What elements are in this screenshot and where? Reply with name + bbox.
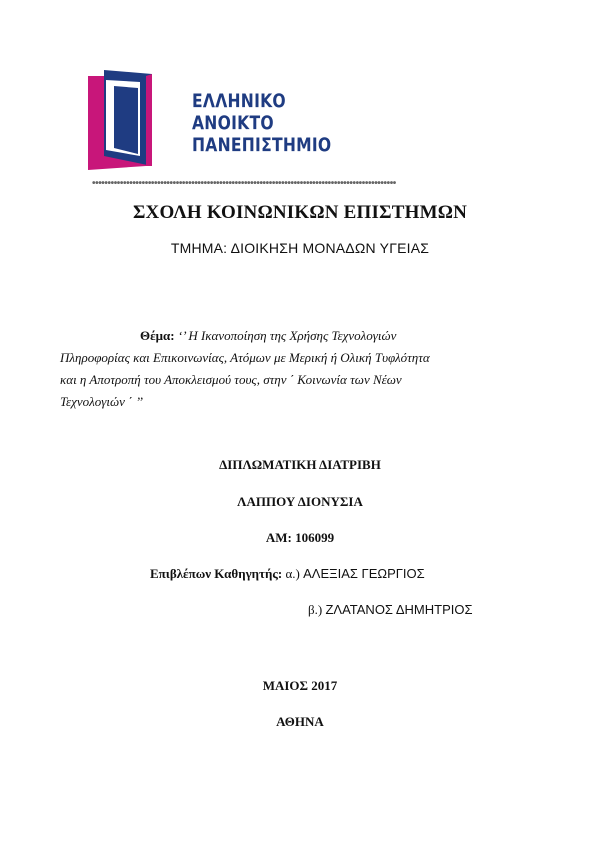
subject-line-4: Τεχνολογιών ΄ ’’ (60, 394, 143, 409)
date: ΜΑΙΟΣ 2017 (262, 678, 338, 693)
logo-text-line-2: ΑΝΟΙΚΤΟ (192, 112, 274, 134)
logo-text-line-1: ΕΛΛΗΝΙΚΟ (192, 90, 286, 112)
subject-text-1: ‘’ Η Ικανοποίηση της Χρήσης Τεχνολογιών (174, 328, 397, 343)
logo-emblem-icon (88, 70, 188, 170)
subject-line-3: και η Αποτροπή του Αποκλεισμού τους, στην ΄ Κοινωνία των Νέων (60, 372, 402, 387)
student-id: AM: 106099 (265, 530, 335, 545)
subject-label: Θέμα: (140, 328, 175, 343)
university-logo (88, 70, 348, 170)
subject-line-1 (140, 328, 580, 344)
author-name: ΛΑΠΠΟΥ ΔΙΟΝΥΣΙΑ (237, 494, 363, 509)
dotted-separator: •••••••••••••••••••••••••••••••••••••••••••••••••••••••••••••••••••••••••••••••••••••••••••••••••• (92, 178, 396, 189)
logo-text-line-3: ΠΑΝΕΠΙΣΤΗΜΙΟ (192, 134, 332, 156)
supervisor-2-prefix: β.) (308, 602, 323, 617)
subject-line-2: Πληροφορίας και Επικοινωνίας, Ατόμων με Μερική ή Ολική Τυφλότητα (60, 350, 430, 365)
school-title: ΣΧΟΛΗ ΚΟΙΝΩΝΙΚΩΝ ΕΠΙΣΤΗΜΩΝ (132, 202, 468, 223)
thesis-type: ΔΙΠΛΩΜΑΤΙΚΗ ΔΙΑΤΡΙΒΗ (219, 457, 381, 472)
department-title: ΤΜΗΜΑ: ΔΙΟΙΚΗΣΗ ΜΟΝΑΔΩΝ ΥΓΕΙΑΣ (170, 240, 430, 256)
supervisor-2-row (308, 602, 473, 618)
supervisor-2-name: ΖΛΑΤΑΝΟΣ ΔΗΜΗΤΡΙΟΣ (325, 602, 473, 617)
supervisor-label: Επιβλέπων Καθηγητής: (150, 566, 283, 581)
supervisor-1-prefix: α.) (285, 566, 300, 581)
city: ΑΘΗΝΑ (276, 714, 324, 729)
supervisor-1-name: ΑΛΕΞΙΑΣ ΓΕΩΡΓΙΟΣ (303, 566, 425, 581)
supervisor-row (150, 566, 425, 582)
